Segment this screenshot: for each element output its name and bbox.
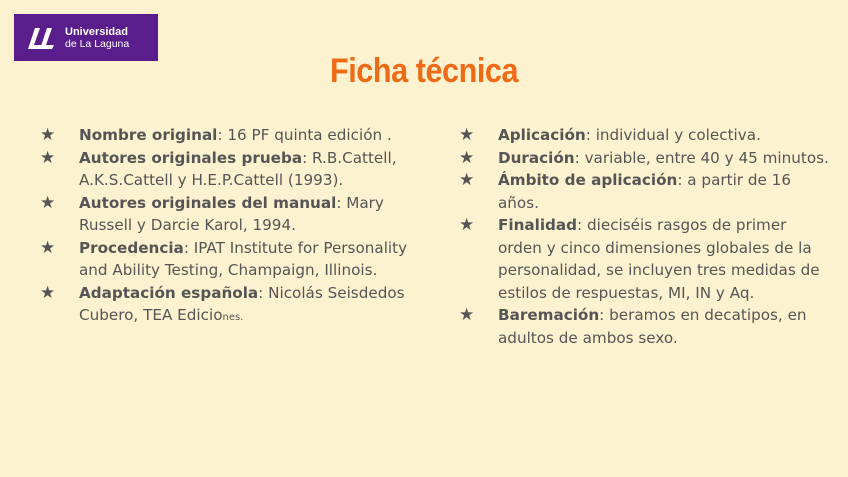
item-desc: : a partir de 16 años. bbox=[498, 171, 791, 212]
logo-line-1: Universidad bbox=[65, 25, 128, 38]
item-desc: : R.B.Cattell, A.K.S.Cattell y H.E.P.Cattell (1993). bbox=[79, 148, 397, 189]
left-column bbox=[40, 124, 410, 330]
list-item bbox=[459, 124, 829, 147]
list-item bbox=[40, 192, 410, 237]
item-desc: : beramos en decatipos, en adultos de ambos sexo. bbox=[498, 306, 807, 347]
item-desc-small: nes. bbox=[222, 312, 244, 323]
star-icon: ★ bbox=[459, 170, 475, 190]
item-desc: : Mary Russell y Darcie Karol, 1994. bbox=[79, 193, 384, 234]
item-term: Duración bbox=[498, 148, 575, 167]
item-term: Procedencia bbox=[79, 238, 184, 257]
item-term: Aplicación bbox=[498, 126, 586, 144]
list-item bbox=[459, 147, 829, 170]
item-desc: : 16 PF quinta edición . bbox=[217, 126, 392, 144]
star-icon: ★ bbox=[459, 125, 475, 145]
item-term: Adaptación española bbox=[79, 283, 259, 302]
item-term: Autores originales prueba bbox=[79, 148, 303, 167]
list-item bbox=[459, 214, 829, 304]
star-icon: ★ bbox=[459, 305, 475, 325]
star-icon: ★ bbox=[40, 125, 56, 145]
logo-text bbox=[65, 26, 129, 50]
list-item bbox=[40, 147, 410, 192]
list-item bbox=[459, 304, 829, 349]
list-item bbox=[40, 124, 410, 147]
item-term: Autores originales del manual bbox=[79, 193, 337, 212]
star-icon: ★ bbox=[40, 192, 56, 213]
star-icon: ★ bbox=[40, 147, 56, 168]
item-term: Ámbito de aplicación bbox=[498, 171, 678, 189]
item-desc: : individual y colectiva. bbox=[585, 126, 761, 144]
ull-logo-icon bbox=[26, 25, 56, 51]
item-term: Finalidad bbox=[498, 216, 578, 234]
item-desc: : IPAT Institute for Personality and Ability Testing, Champaign, Illinois. bbox=[79, 238, 408, 279]
item-term: Baremación bbox=[498, 306, 600, 324]
item-term: Nombre original bbox=[79, 126, 218, 144]
logo-line-2: de La Laguna bbox=[65, 37, 130, 50]
star-icon: ★ bbox=[459, 147, 475, 168]
item-desc: : dieciséis rasgos de primer orden y cinco dimensiones globales de la personalidad, se incluyen tres medidas de estilos de respuestas, MI, IN y Aq. bbox=[498, 216, 820, 302]
star-icon: ★ bbox=[40, 282, 56, 303]
star-icon: ★ bbox=[40, 237, 56, 258]
item-desc: : Nicolás Seisdedos Cubero, TEA Edicio bbox=[79, 283, 405, 324]
star-icon: ★ bbox=[459, 215, 475, 235]
item-desc: : variable, entre 40 y 45 minutos. bbox=[574, 148, 829, 167]
list-item bbox=[40, 282, 410, 330]
right-column bbox=[459, 124, 829, 349]
list-item bbox=[459, 169, 829, 214]
list-item bbox=[40, 237, 410, 282]
slide-title: Ficha técnica bbox=[329, 52, 519, 90]
